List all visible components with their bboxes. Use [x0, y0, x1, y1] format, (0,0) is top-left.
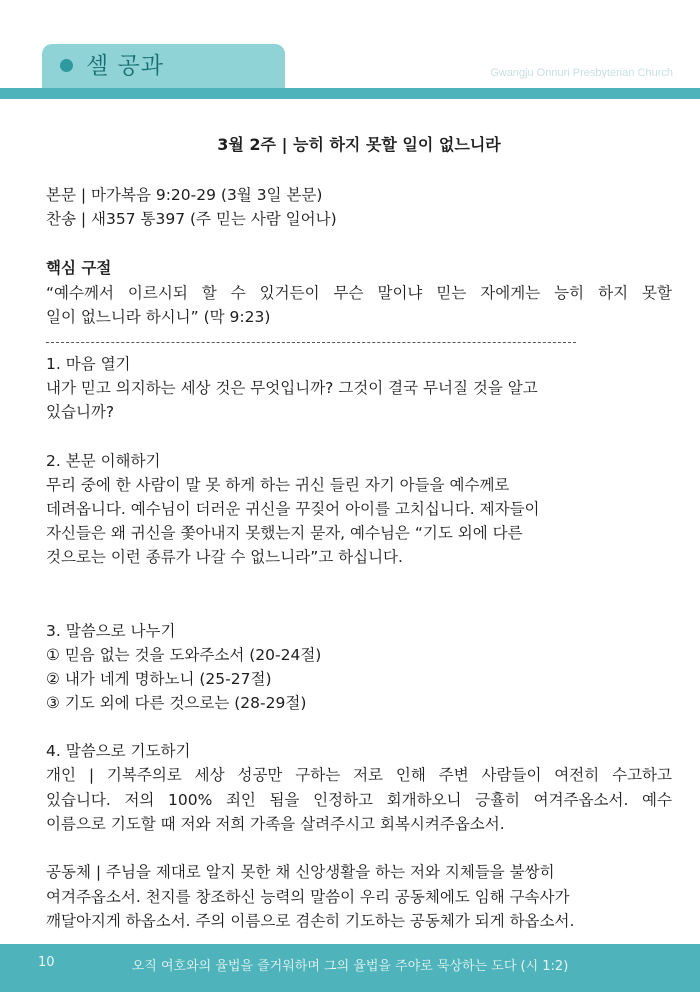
key-verse-line: 일이 없느니라 하시니” (막 9:23)	[46, 308, 271, 326]
header-bar	[0, 88, 700, 99]
paragraph-line: 내가 믿고 의지하는 세상 것은 무엇입니까? 그것이 결국 무너질 것을 알고	[46, 379, 538, 397]
dashed-divider	[46, 342, 576, 343]
section-heading-share: 3. 말씀으로 나누기	[46, 622, 176, 640]
bullet-dot-icon	[60, 59, 73, 72]
paragraph-line: 이름으로 기도할 때 저와 저희 가족을 살려주시고 회복시켜주옵소서.	[46, 815, 505, 833]
church-name: Gwangju Onnuri Presbyterian Church	[490, 67, 673, 79]
scripture-reference: 본문 | 마가복음 9:20-29 (3월 3일 본문)	[46, 186, 323, 204]
paragraph-line: 있습니까?	[46, 403, 115, 421]
paragraph-line: 데려옵니다. 예수님이 더러운 귀신을 꾸짖어 아이를 고치십니다. 제자들이	[46, 500, 540, 518]
paragraph-line: 개인 | 기복주의로 세상 성공만 구하는 저로 인해 주변 사람들이 여전히 수고하고	[46, 766, 672, 784]
paragraph-line: 것으로는 이런 종류가 나갈 수 없느니라”고 하십니다.	[46, 548, 403, 566]
list-item: ② 내가 네게 명하노니 (25-27절)	[46, 670, 272, 688]
lesson-title: 3월 2주 | 능히 하지 못할 일이 없느니라	[217, 135, 501, 154]
section-title: 셀 공과	[86, 53, 164, 79]
paragraph-line: 있습니다. 저의 100% 죄인 됨을 인정하고 회개하오니 긍휼히 여겨주옵소서. 예수	[46, 791, 672, 809]
section-heading-open-heart: 1. 마음 열기	[46, 355, 131, 373]
paragraph-line: 무리 중에 한 사람이 말 못 하게 하는 귀신 들린 자기 아들을 예수께로	[46, 476, 510, 494]
paragraph-line: 깨달아지게 하옵소서. 주의 이름으로 겸손히 기도하는 공동체가 되게 하옵소서.	[46, 912, 575, 930]
hymn-reference: 찬송 | 새357 통397 (주 믿는 사람 일어나)	[46, 210, 337, 228]
paragraph-line: 자신들은 왜 귀신을 쫓아내지 못했는지 묻자, 예수님은 “기도 외에 다른	[46, 524, 523, 542]
page-number: 10	[38, 955, 55, 970]
key-verse-heading: 핵심 구절	[46, 259, 112, 277]
section-heading-understand: 2. 본문 이해하기	[46, 452, 161, 470]
list-item: ③ 기도 외에 다른 것으로는 (28-29절)	[46, 694, 307, 712]
list-item: ① 믿음 없는 것을 도와주소서 (20-24절)	[46, 646, 322, 664]
paragraph-line: 공동체 | 주님을 제대로 알지 못한 채 신앙생활을 하는 저와 지체들을 불쌍히	[46, 863, 555, 881]
paragraph-line: 여겨주옵소서. 천지를 창조하신 능력의 말씀이 우리 공동체에도 임해 구속사가	[46, 888, 570, 906]
section-heading-pray: 4. 말씀으로 기도하기	[46, 742, 191, 760]
key-verse-line: “예수께서 이르시되 할 수 있거든이 무슨 말이냐 믿는 자에게는 능히 하지 못할	[46, 284, 672, 302]
footer-verse: 오직 여호와의 율법을 즐거워하며 그의 율법을 주야로 묵상하는 도다 (시 1:2)	[131, 959, 569, 974]
